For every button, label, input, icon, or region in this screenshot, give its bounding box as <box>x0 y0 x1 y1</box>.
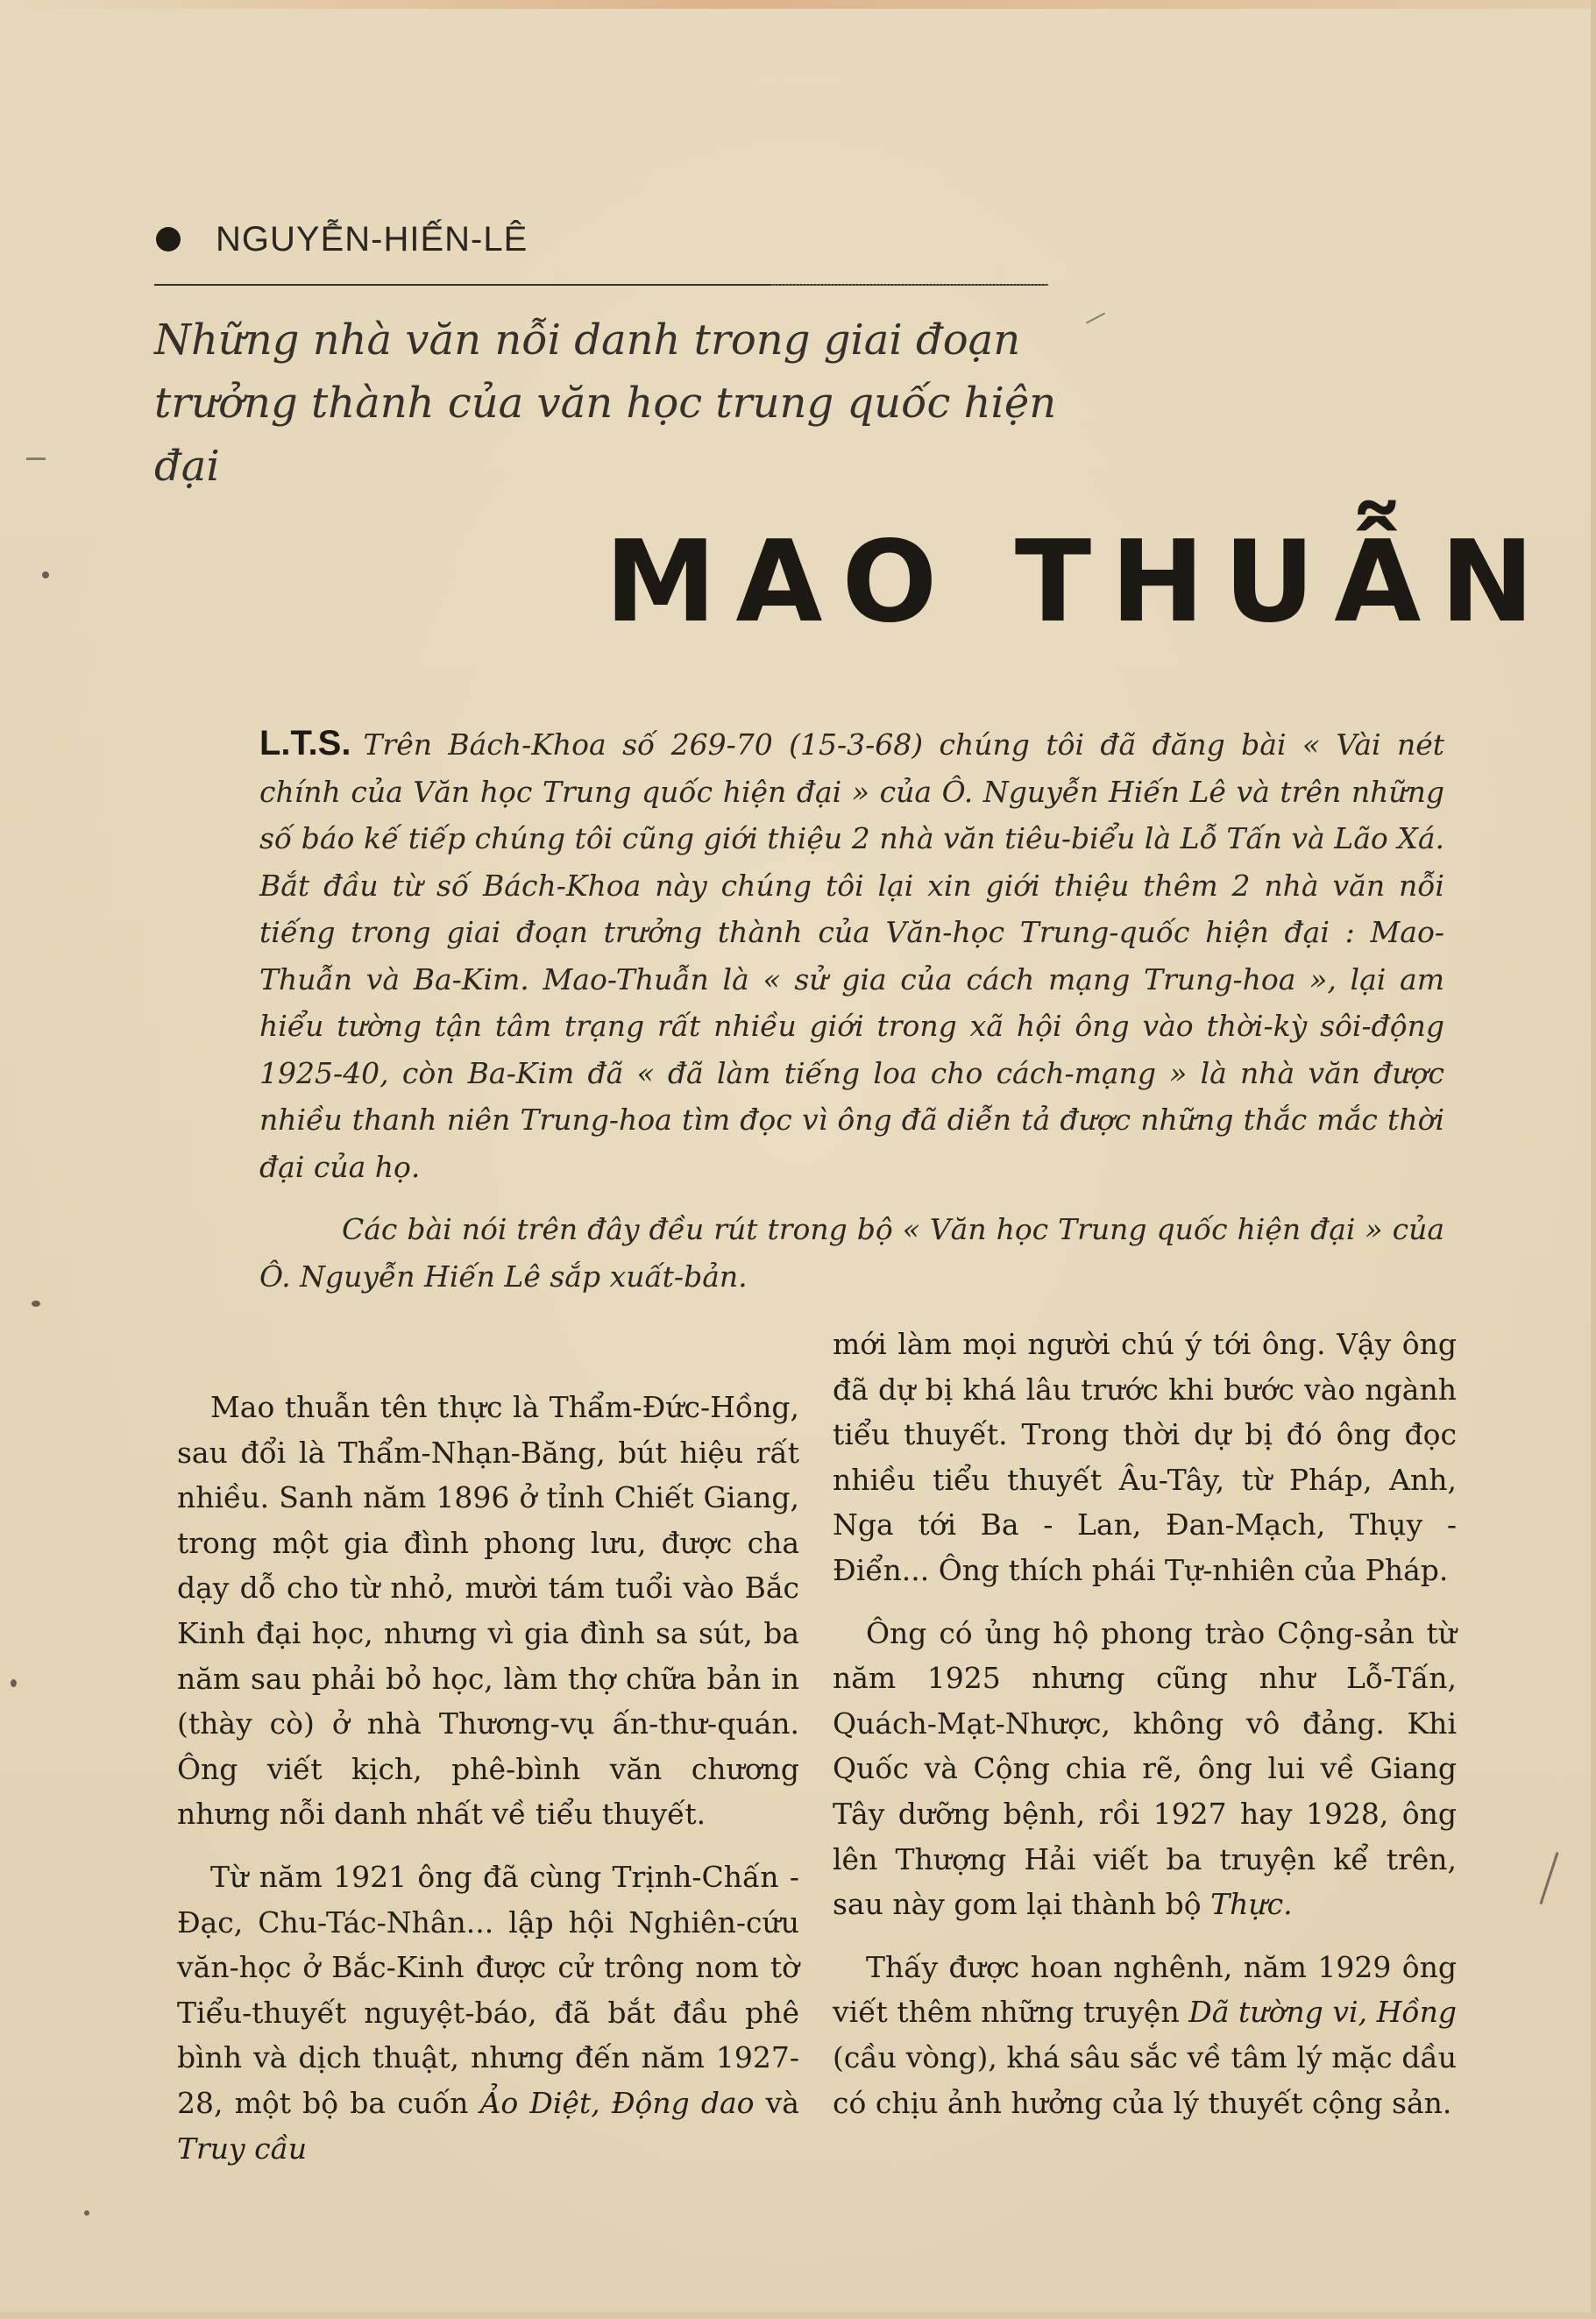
body-text: Thấy được hoan nghênh, năm 1929 ông viết thêm những truyện <box>833 1949 1457 2030</box>
body-text: Từ năm 1921 ông đã cùng Trịnh-Chấn - Đạc, Chu-Tác-Nhân... lập hội Nghiên-cứu văn-học ở Bắc-Kinh được cử trông nom tờ Tiểu-thuyết nguyệt-báo, đã bắt đầu phê bình và dịch thuật, nhưng đến năm 1927-28, một bộ ba cuốn <box>177 1859 799 2120</box>
body-column-right <box>833 1322 1457 2143</box>
book-title: Động dao <box>611 2085 755 2120</box>
paper-speck <box>42 571 49 578</box>
author-name: NGUYỄN-HIẾN-LÊ <box>216 219 528 259</box>
paper-speck <box>11 1679 17 1687</box>
margin-pencil-mark <box>1539 1852 1558 1904</box>
series-subtitle <box>154 308 1118 498</box>
body-paragraph <box>177 1854 799 2171</box>
body-column-left <box>177 1385 799 2188</box>
editors-note-text-1: Trên Bách-Khoa số 269-70 (15-3-68) chúng tôi đã đăng bài « Vài nét chính của Văn học Trung quốc hiện đại » của Ô. Nguyễn Hiến Lê và trên những số báo kế tiếp chúng tôi cũng giới thiệu 2 nhà văn tiêu-biểu là Lỗ Tấn và Lão Xá. Bắt đầu từ số Bách-Khoa này chúng tôi lại xin giới thiệu thêm 2 nhà văn nỗi tiếng trong giai đoạn trưởng thành của Văn-học Trung-quốc hiện đại : Mao-Thuẫn và Ba-Kim. Mao-Thuẫn là « sử gia của cách mạng Trung-hoa », lại am hiểu tường tận tâm trạng rất nhiều giới trong xã hội ông vào thời-kỳ sôi-động 1925-40, còn Ba-Kim đã « đã làm tiếng loa cho cách-mạng » là nhà văn được nhiều thanh niên Trung-hoa tìm đọc vì ông đã diễn tả được những thắc mắc thời đại của họ. <box>259 727 1444 1184</box>
body-paragraph: Mao thuẫn tên thực là Thẩm-Đức-Hồng, sau đổi là Thẩm-Nhạn-Băng, bút hiệu rất nhiều. Sanh năm 1896 ở tỉnh Chiết Giang, trong một gia đình phong lưu, được cha dạy dỗ cho từ nhỏ, mười tám tuổi vào Bắc Kinh đại học, nhưng vì gia đình sa sút, ba năm sau phải bỏ học, làm thợ chữa bản in (thày cò) ở nhà Thương-vụ ấn-thư-quán. Ông viết kịch, phê-bình văn chương nhưng nỗi danh nhất về tiểu thuyết. <box>177 1390 799 1832</box>
book-title: Hồng <box>1376 1995 1457 2030</box>
body-text: và <box>754 2085 799 2120</box>
editors-note-label: L.T.S. <box>259 724 351 762</box>
book-title: Thực. <box>1210 1887 1293 1922</box>
editors-note-paragraph-1 <box>259 720 1444 1190</box>
bullet-icon <box>156 227 181 252</box>
body-paragraph: mới làm mọi người chú ý tới ông. Vậy ông đã dự bị khá lâu trước khi bước vào ngành tiểu thuyết. Trong thời dự bị đó ông đọc nhiều tiểu thuyết Âu-Tây, từ Pháp, Anh, Nga tới Ba - Lan, Đan-Mạch, Thụy - Điển... Ông thích phái Tự-nhiên của Pháp. <box>833 1327 1457 1587</box>
subtitle-line-2: trưởng thành của văn học trung quốc hiện đại <box>154 379 1057 491</box>
margin-mark <box>26 457 46 460</box>
article-title: MAO THUẪN <box>605 517 1554 648</box>
page-bottom-edge <box>0 2312 1596 2319</box>
book-title: Dã tường vi, <box>1188 1995 1368 2030</box>
paper-stain <box>0 0 1596 9</box>
paper-speck <box>84 2210 89 2216</box>
subtitle-line-1: Những nhà văn nỗi danh trong giai đoạn <box>154 316 1021 365</box>
body-text: Ông có ủng hộ phong trào Cộng-sản từ năm 1925 nhưng cũng như Lỗ-Tấn, Quách-Mạt-Nhược, không vô đảng. Khi Quốc và Cộng chia rẽ, ông lui về Giang Tây dưỡng bệnh, rồi 1927 hay 1928, ông lên Thượng Hải viết ba truyện kể trên, sau này gom lại thành bộ <box>833 1615 1457 1922</box>
page-edge <box>1591 0 1596 2319</box>
body-paragraph <box>833 1945 1457 2125</box>
editors-note-paragraph-2: Các bài nói trên đây đều rút trong bộ « Văn học Trung quốc hiện đại » của Ô. Nguyễn Hiến Lê sắp xuất-bản. <box>259 1212 1444 1294</box>
paper-speck <box>32 1301 40 1307</box>
book-title: Truy cầu <box>177 2131 308 2166</box>
header-rule-dotted <box>771 284 1048 286</box>
body-paragraph <box>833 1611 1457 1927</box>
body-text: (cầu vòng), khá sâu sắc về tâm lý mặc dầu có chịu ảnh hưởng của lý thuyết cộng sản. <box>833 2039 1457 2120</box>
book-title: Ảo Diệt, <box>479 2085 600 2120</box>
byline <box>156 217 528 261</box>
editors-note <box>259 720 1444 1300</box>
